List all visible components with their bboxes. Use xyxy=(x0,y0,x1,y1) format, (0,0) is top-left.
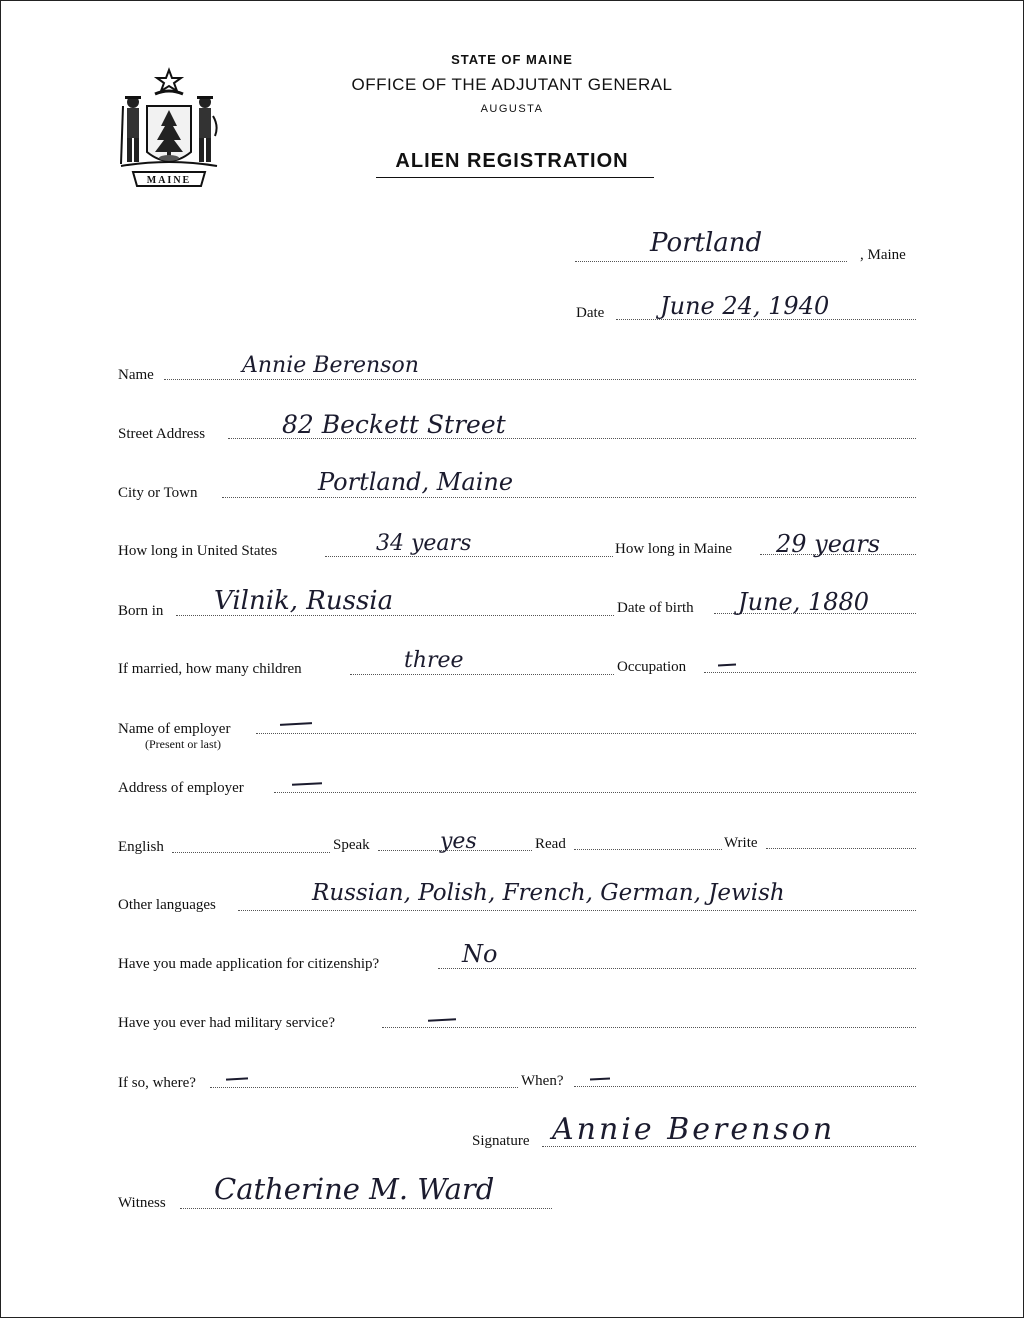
maine-duration-label: How long in Maine xyxy=(615,541,733,557)
speak-label: Speak xyxy=(333,837,370,853)
us-duration-value: 34 years xyxy=(376,531,472,556)
write-dotted-line xyxy=(766,848,916,849)
us-duration-dotted-line xyxy=(325,556,613,557)
born-in-value: Vilnik, Russia xyxy=(214,586,394,616)
citizenship-label: Have you made application for citizenship? xyxy=(118,956,380,972)
place-dotted-line xyxy=(575,261,847,262)
dob-value: June, 1880 xyxy=(738,588,870,616)
witness-dotted-line xyxy=(180,1208,552,1209)
witness-label: Witness xyxy=(118,1195,166,1211)
date-label: Date xyxy=(576,305,605,321)
date-value: June 24, 1940 xyxy=(660,292,830,320)
other-languages-label: Other languages xyxy=(118,897,216,913)
employer-label: Name of employer xyxy=(118,721,231,737)
military-label: Have you ever had military service? xyxy=(118,1015,335,1031)
employer-dotted-line xyxy=(256,733,916,734)
city-heading: AUGUSTA xyxy=(480,103,544,115)
children-value: three xyxy=(404,648,464,673)
children-label: If married, how many children xyxy=(118,661,302,677)
employer-address-label: Address of employer xyxy=(118,780,244,796)
occupation-dotted-line xyxy=(704,672,916,673)
form-title: ALIEN REGISTRATION xyxy=(395,150,629,172)
other-languages-value: Russian, Polish, French, German, Jewish xyxy=(312,880,785,906)
title-underline xyxy=(376,177,654,178)
occupation-label: Occupation xyxy=(617,659,687,675)
name-label: Name xyxy=(118,367,154,383)
employer-address-dotted-line xyxy=(274,792,916,793)
when-label: When? xyxy=(521,1073,564,1089)
other-languages-dotted-line xyxy=(238,910,916,911)
svg-text:MAINE: MAINE xyxy=(146,175,192,186)
born-in-label: Born in xyxy=(118,603,164,619)
street-value: 82 Beckett Street xyxy=(282,410,506,439)
citizenship-value: No xyxy=(462,940,498,968)
us-duration-label: How long in United States xyxy=(118,543,278,559)
signature-value: Annie Berenson xyxy=(552,1112,836,1147)
street-label: Street Address xyxy=(118,426,206,442)
children-dotted-line xyxy=(350,674,614,675)
state-heading: STATE OF MAINE xyxy=(451,52,573,67)
place-state-label: , Maine xyxy=(860,247,906,263)
citizenship-dotted-line xyxy=(438,968,916,969)
when-dotted-line xyxy=(574,1086,916,1087)
dob-label: Date of birth xyxy=(617,600,694,616)
name-dotted-line xyxy=(164,379,916,380)
english-dotted-line xyxy=(172,852,330,853)
city-label: City or Town xyxy=(118,485,198,501)
place-value: Portland xyxy=(650,228,763,258)
signature-label: Signature xyxy=(472,1133,530,1149)
maine-duration-value: 29 years xyxy=(776,530,881,558)
speak-value: yes xyxy=(440,829,477,854)
english-label: English xyxy=(118,839,164,855)
office-heading: OFFICE OF THE ADJUTANT GENERAL xyxy=(351,75,673,94)
city-value: Portland, Maine xyxy=(318,468,514,496)
name-value: Annie Berenson xyxy=(242,353,419,378)
employer-sublabel: (Present or last) xyxy=(145,737,221,751)
city-dotted-line xyxy=(222,497,916,498)
military-dotted-line xyxy=(382,1027,916,1028)
where-label: If so, where? xyxy=(118,1075,196,1091)
read-dotted-line xyxy=(574,849,722,850)
where-dotted-line xyxy=(210,1087,518,1088)
witness-value: Catherine M. Ward xyxy=(214,1172,495,1206)
write-label: Write xyxy=(724,835,758,851)
read-label: Read xyxy=(535,836,566,852)
